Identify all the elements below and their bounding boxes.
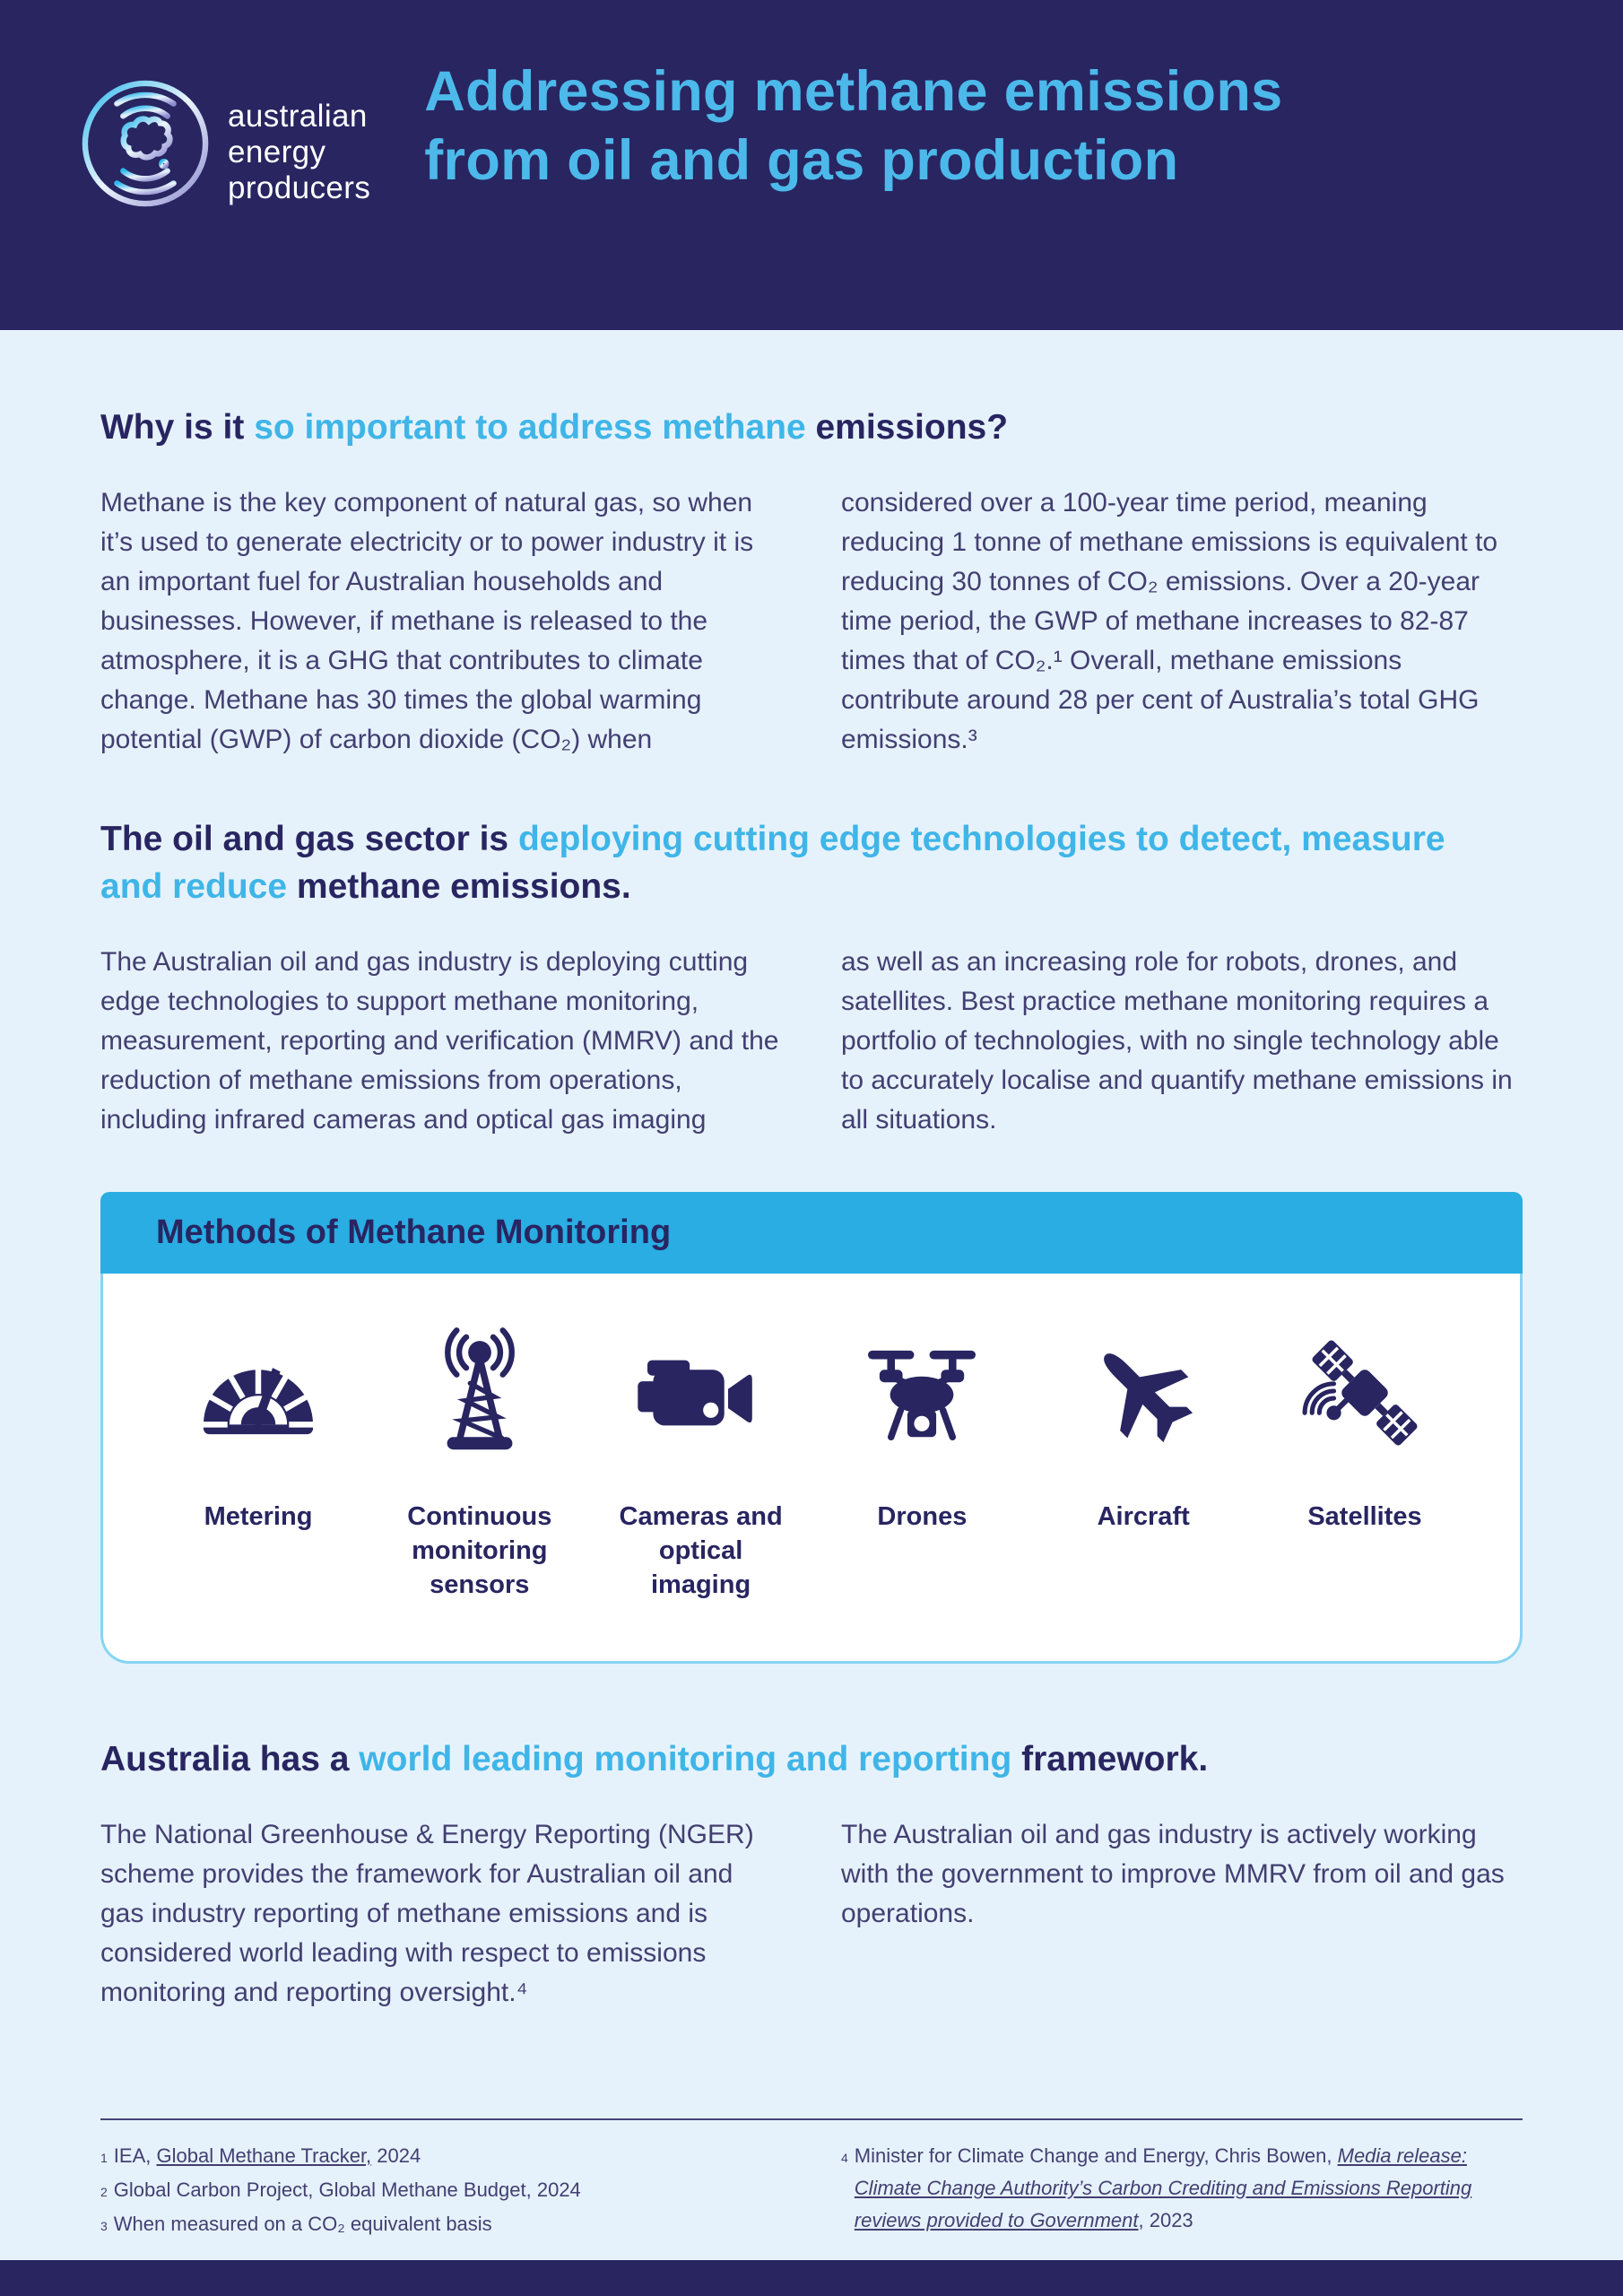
method-continuous-sensors (382, 1326, 577, 1602)
section-why-heading (100, 404, 1445, 451)
method-label: Continuous monitoring sensors (407, 1502, 552, 1599)
methods-card (100, 1192, 1523, 1664)
aep-logo (79, 54, 370, 210)
right-column (841, 483, 1523, 760)
aep-logo-wordmark (228, 99, 370, 210)
logo-word-3: producers (228, 170, 371, 205)
heading-text: methane emissions. (296, 867, 631, 906)
footnote-marker: 3 (100, 2219, 108, 2233)
drone-icon (855, 1326, 989, 1460)
body-paragraph: considered over a 100-year time period, meaning reducing 1 tonne of methane emissions is equivalent to reducing 30 tonnes of CO₂ emissions. Over a 20-year time period, the GWP of methane increases to 82-87 times that of CO₂.¹ Overall, methane emissions contribute around 28 per cent of Australia’s total GHG emissions.³ (841, 488, 1498, 754)
page-title-line-1: Addressing methane emissions (424, 60, 1283, 123)
footnote-text-post: 2024 (371, 2144, 421, 2167)
method-label: Cameras and optical imaging (619, 1502, 783, 1599)
footnote-text: When measured on a CO₂ equivalent basis (113, 2213, 492, 2235)
page-body (0, 404, 1623, 2242)
gauge-meter-icon (191, 1326, 325, 1460)
method-label: Drones (877, 1502, 968, 1531)
footnote-marker: 4 (841, 2151, 848, 2165)
method-aircraft (1046, 1326, 1241, 1602)
method-label: Satellites (1307, 1502, 1422, 1531)
footnote-1 (100, 2140, 782, 2174)
heading-accent-text: deploying cutting edge technologies to detect, measure and reduce (100, 820, 1445, 906)
method-label: Metering (204, 1502, 313, 1531)
right-column (841, 943, 1523, 1140)
footnote-text-pre: Minister for Climate Change and Energy, Chris Bowen, (854, 2144, 1338, 2167)
footnote-link[interactable]: Media release: Climate Change Authority’s Carbon Crediting and Emissions Reporting reviews provided to Government (854, 2144, 1472, 2231)
footnote-3 (100, 2208, 782, 2242)
footnote-text (855, 2140, 1523, 2237)
left-column (100, 1815, 782, 2013)
footnote-marker: 2 (100, 2185, 108, 2199)
footnote-link[interactable]: Global Methane Tracker, (156, 2144, 372, 2167)
page-title (424, 57, 1282, 196)
heading-text: The oil and gas sector is (100, 820, 518, 858)
document-title (424, 54, 1282, 196)
footnote-text (114, 2140, 421, 2174)
airplane-icon (1076, 1326, 1211, 1460)
heading-accent-text: so important to address methane (254, 408, 806, 447)
footer-strip (0, 2260, 1623, 2296)
heading-text: emissions? (805, 408, 1009, 447)
page-header (0, 0, 1623, 330)
methods-card-body (100, 1274, 1523, 1664)
logo-word-1: australian (228, 99, 368, 134)
two-column-text (100, 1815, 1523, 2013)
section-framework (100, 1735, 1523, 2013)
section-framework-heading (100, 1735, 1445, 1783)
footnote-text-post: , 2023 (1138, 2209, 1193, 2231)
footnote-4 (841, 2140, 1523, 2237)
heading-accent-text: world leading monitoring and reporting (359, 1740, 1022, 1779)
satellite-icon (1298, 1326, 1432, 1460)
footnote-divider (100, 2118, 1523, 2120)
left-column (100, 943, 782, 1140)
right-column (841, 1815, 1523, 2013)
section-technologies (100, 815, 1523, 1140)
method-drones (824, 1326, 1020, 1602)
methods-card-title: Methods of Methane Monitoring (156, 1213, 672, 1251)
video-camera-icon (634, 1326, 768, 1460)
footnote-2 (100, 2174, 782, 2208)
methods-card-header (100, 1192, 1523, 1274)
footnotes (100, 2140, 1523, 2242)
heading-text: framework. (1021, 1740, 1209, 1779)
logo-word-2: energy (228, 135, 326, 170)
heading-text: Australia has a (100, 1740, 360, 1779)
page-title-line-2: from oil and gas production (424, 129, 1179, 192)
method-metering (161, 1326, 356, 1602)
body-paragraph: The Australian oil and gas industry is deploying cutting edge technologies to support methane monitoring, measurement, reporting and verification (MMRV) and the reduction of methane emissions from operations, including infrared cameras and optical gas imaging (100, 947, 779, 1135)
body-paragraph: as well as an increasing role for robots, drones, and satellites. Best practice methane monitoring requires a portfolio of technologies, with no single technology able to accurately localise and quantify methane emissions in all situations. (841, 947, 1513, 1135)
footnote-text: Global Carbon Project, Global Methane Budget, 2024 (113, 2179, 581, 2201)
section-why-methane (100, 404, 1523, 760)
body-paragraph: Methane is the key component of natural gas, so when it’s used to generate electricity or to power industry it is an important fuel for Australian households and businesses. However, if methane is released to the atmosphere, it is a GHG that contributes to climate change. Methane has 30 times the global warming potential (GWP) of carbon dioxide (CO₂) when (100, 488, 754, 754)
two-column-text (100, 943, 1523, 1140)
footnote-text-pre: IEA, (113, 2144, 157, 2167)
method-satellites (1267, 1326, 1462, 1602)
method-label: Aircraft (1097, 1502, 1190, 1531)
body-paragraph: The National Greenhouse & Energy Reporting (NGER) scheme provides the framework for Australian oil and gas industry reporting of methane emissions and is considered world leading with respect to emissions monitoring and reporting oversight.⁴ (100, 1820, 754, 2007)
radio-tower-icon (412, 1326, 547, 1460)
two-column-text (100, 483, 1523, 760)
footnote-marker: 1 (100, 2151, 108, 2165)
left-column (100, 483, 782, 760)
section-tech-heading (100, 815, 1445, 910)
method-cameras (603, 1326, 799, 1602)
footnotes-left-column (100, 2140, 782, 2242)
aep-logo-icon (79, 77, 212, 210)
heading-text: Why is it (100, 408, 255, 447)
footnotes-right-column (841, 2140, 1523, 2242)
body-paragraph: The Australian oil and gas industry is actively working with the government to improve MMRV from oil and gas operations. (841, 1820, 1505, 1928)
